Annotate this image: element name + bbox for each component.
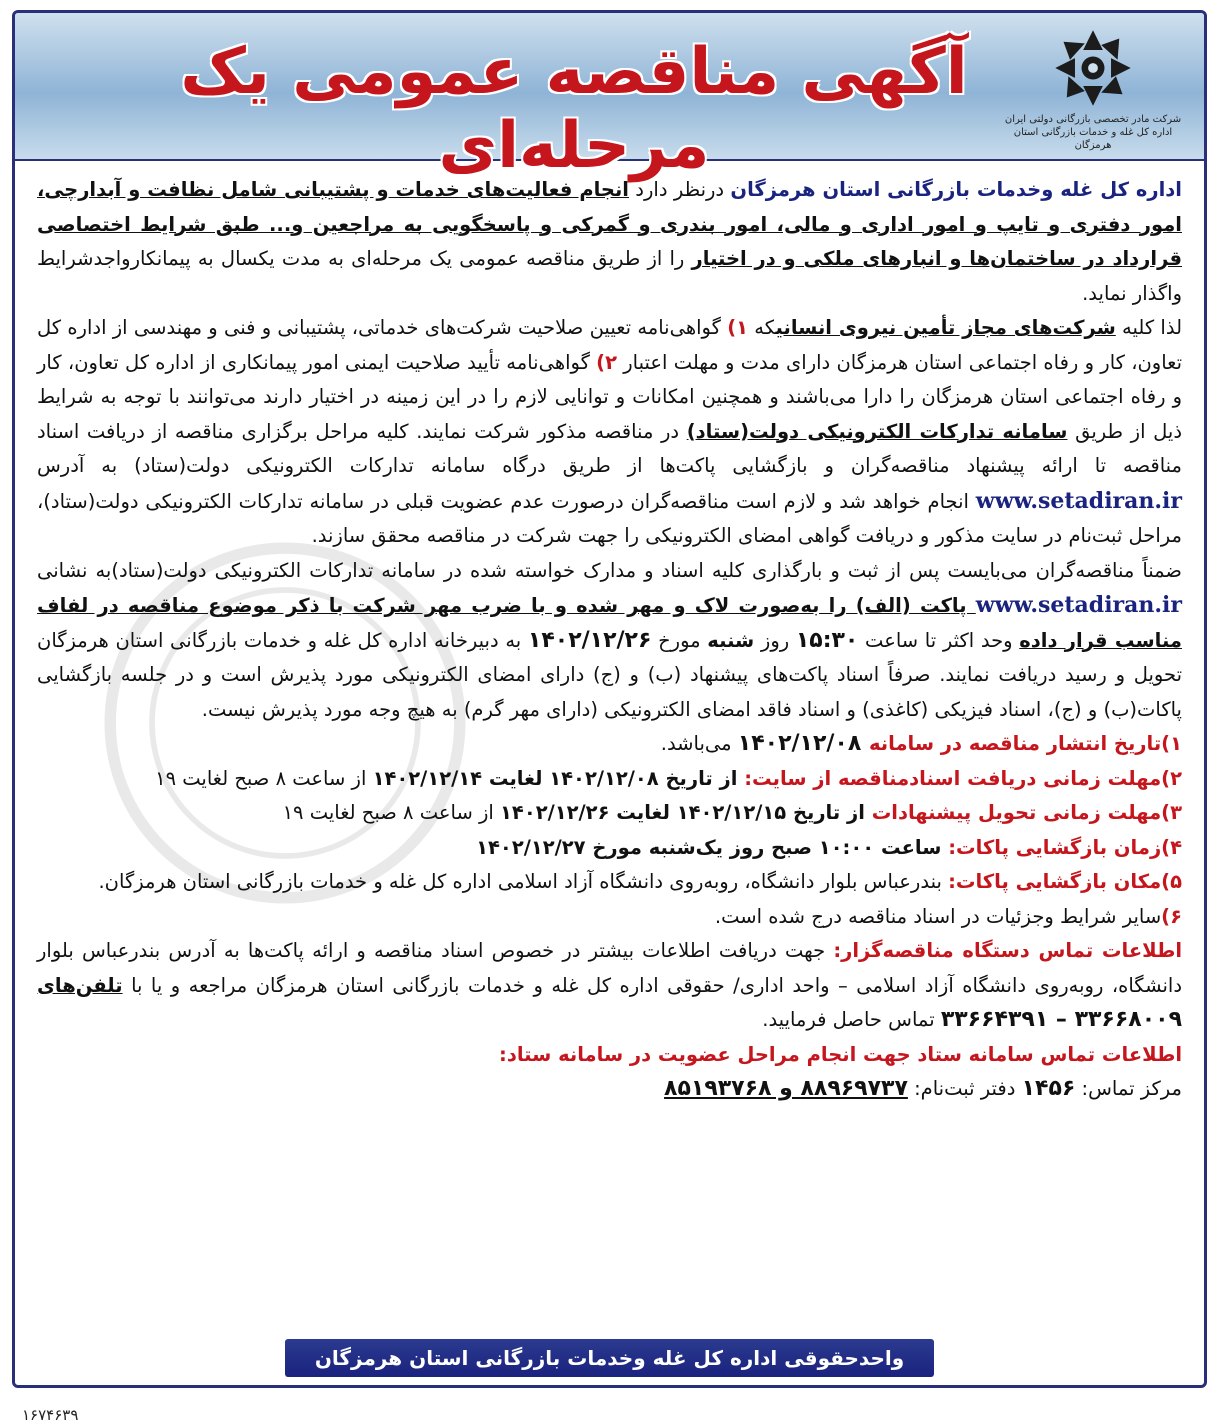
p2-num-1: ۱) [727, 316, 749, 339]
setad-contact-label: اطلاعات تماس سامانه ستاد جهت انجام مراحل عضویت در سامانه ستاد: [499, 1042, 1182, 1066]
logo [998, 27, 1188, 151]
setad-name: سامانه تدارکات الکترونیکی دولت(ستاد) [686, 419, 1068, 443]
item-value: از تاریخ ۱۴۰۲/۱۲/۱۵ لغایت ۱۴۰۲/۱۲/۲۶ [500, 801, 872, 824]
phones-label: تلفن‌های [37, 973, 123, 997]
item-rest: بندرعباس بلوار دانشگاه، روبه‌روی دانشگاه آزاد اسلامی اداره کل غله و خدمات بازرگانی استان هرمزگان. [98, 870, 949, 893]
ad-code: ۱۶۷۴۶۳۹ [22, 1406, 79, 1424]
eligibility-paragraph [37, 311, 1182, 554]
contact-text-2: تماس حاصل فرمایید. [762, 1008, 941, 1031]
item-number: ۱) [1161, 732, 1182, 755]
logo-line2: اداره کل غله و خدمات بازرگانی استان هرمزگان [1013, 127, 1173, 151]
list-item [37, 900, 1182, 935]
header-banner [15, 13, 1204, 183]
item-rest: سایر شرایط وجزئیات در اسناد مناقصه درج شده است. [714, 904, 1162, 928]
item-rest: از ساعت ۸ صبح لغایت ۱۹ [155, 766, 373, 790]
office-label: دفتر ثبت‌نام: [907, 1077, 1022, 1100]
item-number: ۶) [1161, 904, 1182, 928]
p2-text-3: گواهی‌نامه تعیین صلاحیت شرکت‌های خدماتی، پشتیبانی و فنی و مهندسی از اداره کل تعاون، کار و رفاه اجتماعی استان هرمزگان دارای مدت و مهلت اعتبار [37, 316, 1182, 374]
org-logo-icon [1052, 27, 1134, 109]
item-value: ۱۴۰۲/۱۲/۰۸ [737, 731, 869, 756]
item-rest: از ساعت ۸ صبح لغایت ۱۹ [282, 801, 501, 824]
p2-text-6: انجام خواهد شد و لازم است مناقصه‌گران درصورت عدم عضویت قبلی در سامانه تدارکات الکترونیکی دولت(ستاد)، مراحل ثبت‌نام در سایت مذکور و دریافت گواهی امضای الکترونیکی را جهت شرکت در مناقصه محقق سازند. [37, 489, 1182, 547]
item-value: ساعت ۱۰:۰۰ صبح روز یک‌شنبه مورخ ۱۴۰۲/۱۲/۲۷ [476, 835, 949, 859]
announcement-frame [12, 10, 1207, 1388]
contact-text-1: جهت دریافت اطلاعات بیشتر در خصوص اسناد مناقصه و ارائه پاکت‌ها به آدرس بندرعباس بلوار دانشگاه، روبه‌روی دانشگاه آزاد اسلامی – واحد اداری/ حقوقی اداره کل غله و خدمات بازرگانی استان هرمزگان مراجعه و یا با [37, 939, 1182, 997]
p2-text-4: گواهی‌نامه تأیید صلاحیت ایمنی امور پیمانکاری از اداره کل تعاون، کار و رفاه اجتماعی استان هرمزگان را دارا می‌باشند و همچنین امکانات و توانایی لازم را در این زمینه در اختیار دارند می‌توانند با توجه به شرایط ذیل از طریق [37, 350, 1183, 443]
setad-contact-numbers [37, 1072, 1182, 1107]
org-name: اداره کل غله وخدمات بازرگانی استان هرمزگان [730, 178, 1182, 201]
list-item [37, 796, 1182, 831]
item-label: زمان بازگشایی پاکات: [948, 835, 1162, 859]
tender-subject: انجام فعالیت‌های خدمات و پشتیبانی شامل نظافت و آبدارچی، امور دفتری و تایپ و امور اداری و مالی، امور بندری و گمرکی و پاسخگویی به مراجعین و... طبق شرایط اختصاصی قرارداد در ساختمان‌ها و انبارهای ملکی و در اختیار [37, 178, 1182, 270]
deadline-date: ۱۴۰۲/۱۲/۲۶ [527, 627, 652, 653]
contact-label: اطلاعات تماس دستگاه مناقصه‌گزار: [833, 939, 1182, 962]
office-numbers: ۸۸۹۶۹۷۳۷ و ۸۵۱۹۳۷۶۸ [664, 1076, 908, 1101]
item-rest: می‌باشد. [660, 732, 738, 755]
p3-text-1: ضمناً مناقصه‌گران می‌بایست پس از ثبت و بارگذاری کلیه اسناد و مدارک خواسته شده در سامانه تدارکات الکترونیکی دولت(ستاد)به نشانی [37, 558, 1182, 582]
intro-text-2: را از طریق مناقصه عمومی یک مرحله‌ای به مدت یکسال به پیمانکارواجدشرایط واگذار نماید. [37, 247, 1182, 305]
item-number: ۴) [1161, 835, 1182, 859]
call-center-label: مرکز تماس: [1075, 1077, 1182, 1100]
item-label: مهلت زمانی دریافت اسنادمناقصه از سایت: [744, 766, 1162, 790]
intro-paragraph [37, 173, 1182, 311]
deadline-time: ۱۵:۳۰ [795, 627, 859, 653]
list-item [37, 831, 1182, 866]
p3-text-4: مورخ [651, 628, 708, 652]
list-item [37, 727, 1182, 762]
call-center-number: ۱۴۵۶ [1021, 1076, 1076, 1101]
list-item [37, 865, 1182, 900]
item-label: مهلت زمانی تحویل پیشنهادات [871, 801, 1162, 824]
item-label: مکان بازگشایی پاکات: [948, 870, 1162, 893]
deadline-day: شنبه [707, 628, 755, 652]
p3-text-2: وحد اکثر تا ساعت [858, 628, 1020, 652]
list-item [37, 762, 1182, 797]
page-title: آگهی مناقصه عمومی یک مرحله‌ای [180, 35, 968, 183]
item-number: ۳) [1161, 801, 1182, 824]
p3-text-5: به دبیرخانه اداره کل غله و خدمات بازرگانی استان هرمزگان تحویل و رسید دریافت نمایند. صرفاً اسناد پاکت‌های پیشنهاد (ب) و (ج) دارای امضای الکترونیکی مورد پذیرش است و در جلسه بازگشایی پاکات(ب) و (ج)، اسناد فیزیکی (کاغذی) و اسناد فاقد امضای الکترونیکی (دارای مهر گرم) به هیچ وجه مورد پذیرش نیست. [37, 628, 1182, 721]
contact-paragraph [37, 934, 1182, 1038]
item-number: ۲) [1161, 766, 1182, 790]
p2-text-1: لذا کلیه [1115, 316, 1183, 339]
p3-text-3: روز [754, 628, 796, 652]
phone-numbers: ۳۳۶۶۸۰۰۹ – ۳۳۶۶۴۳۹۱ [940, 1007, 1182, 1032]
setad-link-2[interactable]: www.setadiran.ir [975, 592, 1182, 618]
setad-link[interactable]: www.setadiran.ir [975, 487, 1182, 514]
logo-line1: شرکت مادر تخصصی بازرگانی دولتی ایران [1004, 114, 1182, 125]
p2-text-2: که [748, 316, 776, 339]
footer-bar: واحدحقوقی اداره کل غله وخدمات بازرگانی استان هرمزگان [285, 1339, 934, 1377]
packet-instructions: پاکت (الف) را به‌صورت لاک و مهر شده و با ضرب مهر شرکت با ذکر موضوع مناقصه در لفاف مناسب قرار داده [37, 594, 1183, 652]
p2-text-5: در مناقصه مذکور شرکت نمایند. کلیه مراحل برگزاری مناقصه از دریافت اسناد مناقصه تا ارائه پیشنهاد مناقصه‌گران و بازگشایی پاکت‌ها از طریق درگاه سامانه تدارکات الکترونیکی دولت(ستاد) به آدرس [37, 419, 1182, 477]
submission-paragraph [37, 554, 1182, 728]
item-value: از تاریخ ۱۴۰۲/۱۲/۰۸ لغایت ۱۴۰۲/۱۲/۱۴ [372, 766, 745, 790]
item-number: ۵) [1161, 870, 1182, 893]
eligible-companies: شرکت‌های مجاز تأمین نیروی انسانی [775, 316, 1116, 339]
p2-num-2: ۲) [596, 350, 617, 374]
setad-contact-heading [37, 1038, 1182, 1073]
announcement-body [37, 173, 1182, 1107]
intro-text-1: درنظر دارد [629, 178, 731, 201]
item-label: تاریخ انتشار مناقصه در سامانه [868, 732, 1162, 755]
